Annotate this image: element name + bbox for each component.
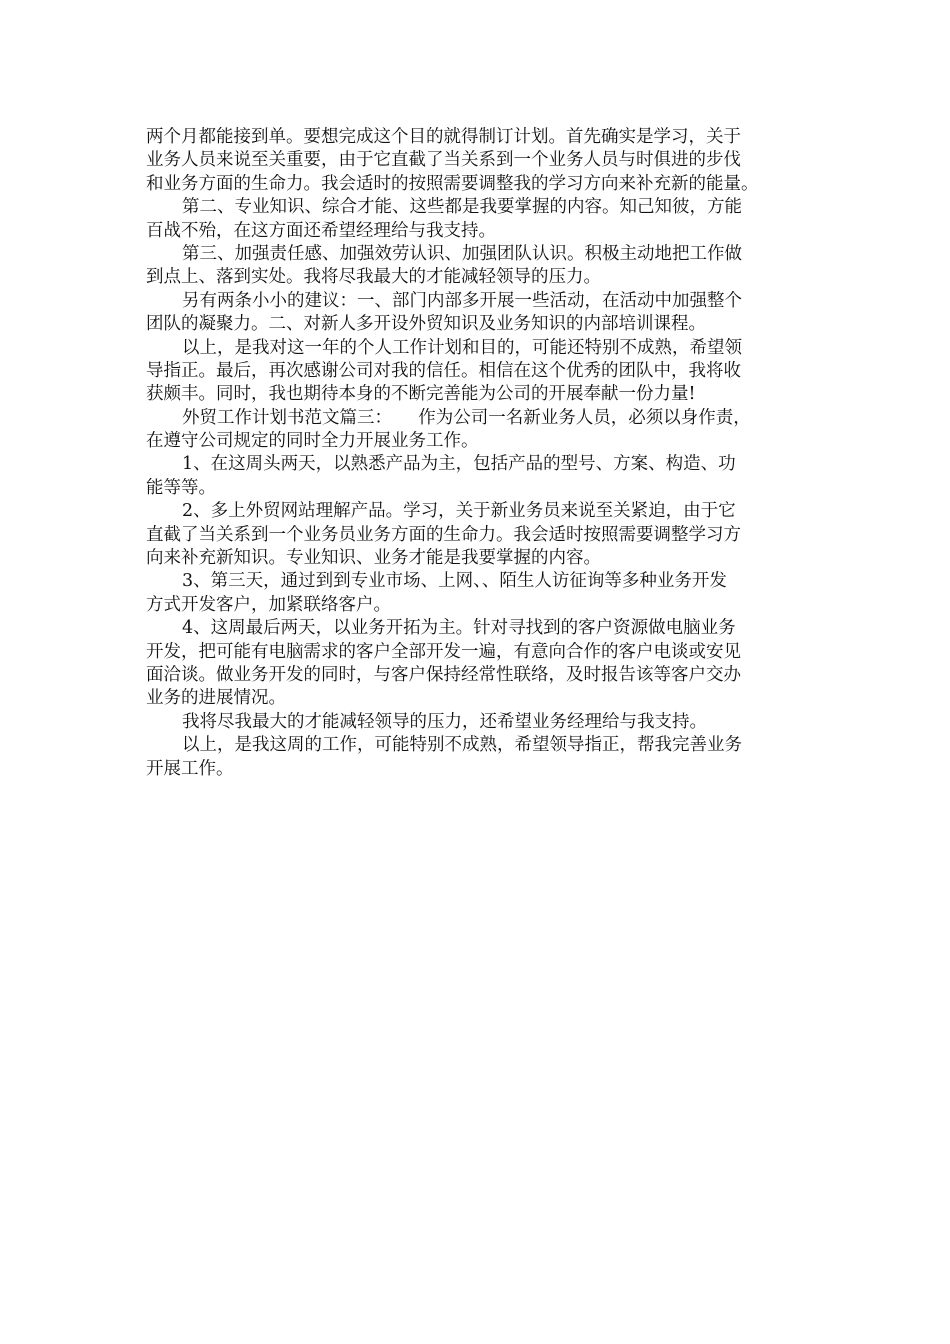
text-line: 在遵守公司规定的同时全力开展业务工作。 — [146, 431, 479, 452]
text-line: 向来补充新知识。专业知识、业务才能是我要掌握的内容。 — [146, 548, 601, 569]
paragraph-start-line: 1、在这周头两天，以熟悉产品为主，包括产品的型号、方案、构造、功 — [182, 454, 736, 475]
paragraph-start-line: 以上，是我对这一年的个人工作计划和目的，可能还特别不成熟，希望领 — [182, 337, 742, 358]
document-body — [146, 126, 811, 781]
text-line: 两个月都能接到单。要想完成这个目的就得制订计划。首先确实是学习，关于 — [146, 127, 741, 147]
paragraph-start-line: 我将尽我最大的才能减轻领导的压力，还希望业务经理给与我支持。 — [182, 711, 707, 732]
text-line: 开展工作。 — [146, 758, 234, 779]
paragraph-start-line: 2、多上外贸网站理解产品。学习，关于新业务员来说至关紧迫，由于它 — [182, 501, 736, 522]
paragraph-start-line: 另有两条小小的建议：一、部门内部多开展一些活动，在活动中加强整个 — [182, 290, 742, 311]
text-line: 和业务方面的生命力。我会适时的按照需要调整我的学习方向来补充新的能量。 — [146, 173, 759, 194]
text-line: 面洽谈。做业务开发的同时，与客户保持经常性联络，及时报告该等客户交办 — [146, 664, 741, 685]
text-line: 到点上、落到实处。我将尽我最大的才能减轻领导的压力。 — [146, 267, 601, 288]
text-line: 开发，把可能有电脑需求的客户全部开发一遍，有意向合作的客户电谈或安见 — [146, 641, 741, 662]
text-line: 方式开发客户，加紧联络客户。 — [146, 594, 391, 615]
text-line: 业务人员来说至关重要，由于它直截了当关系到一个业务人员与时俱进的步伐 — [146, 150, 741, 171]
text-line: 获颇丰。同时，我也期待本身的不断完善能为公司的开展奉献一份力量! — [146, 384, 696, 405]
paragraph-start-line: 外贸工作计划书范文篇三： 作为公司一名新业务人员，必须以身作责， — [182, 407, 751, 428]
text-line: 团队的凝聚力。二、对新人多开设外贸知识及业务知识的内部培训课程。 — [146, 314, 706, 335]
paragraph-start-line: 4、这周最后两天，以业务开拓为主。针对寻找到的客户资源做电脑业务 — [182, 618, 736, 639]
paragraph-start-line: 3、第三天，通过到到专业市场、上网、、陌生人访征询等多种业务开发 — [182, 571, 727, 592]
text-line: 百战不殆，在这方面还希望经理给与我支持。 — [146, 220, 496, 241]
paragraph-start-line: 第二、专业知识、综合才能、这些都是我要掌握的内容。知己知彼，方能 — [182, 197, 742, 218]
paragraph-start-line: 以上，是我这周的工作，可能特别不成熟，希望领导指正，帮我完善业务 — [182, 735, 742, 756]
paragraph-start-line: 第三、加强责任感、加强效劳认识、加强团队认识。积极主动地把工作做 — [182, 243, 742, 264]
text-line: 业务的进展情况。 — [146, 688, 286, 709]
text-line: 能等等。 — [146, 477, 216, 498]
text-line: 导指正。最后，再次感谢公司对我的信任。相信在这个优秀的团队中，我将收 — [146, 360, 741, 381]
text-line: 直截了当关系到一个业务员业务方面的生命力。我会适时按照需要调整学习方 — [146, 524, 741, 545]
